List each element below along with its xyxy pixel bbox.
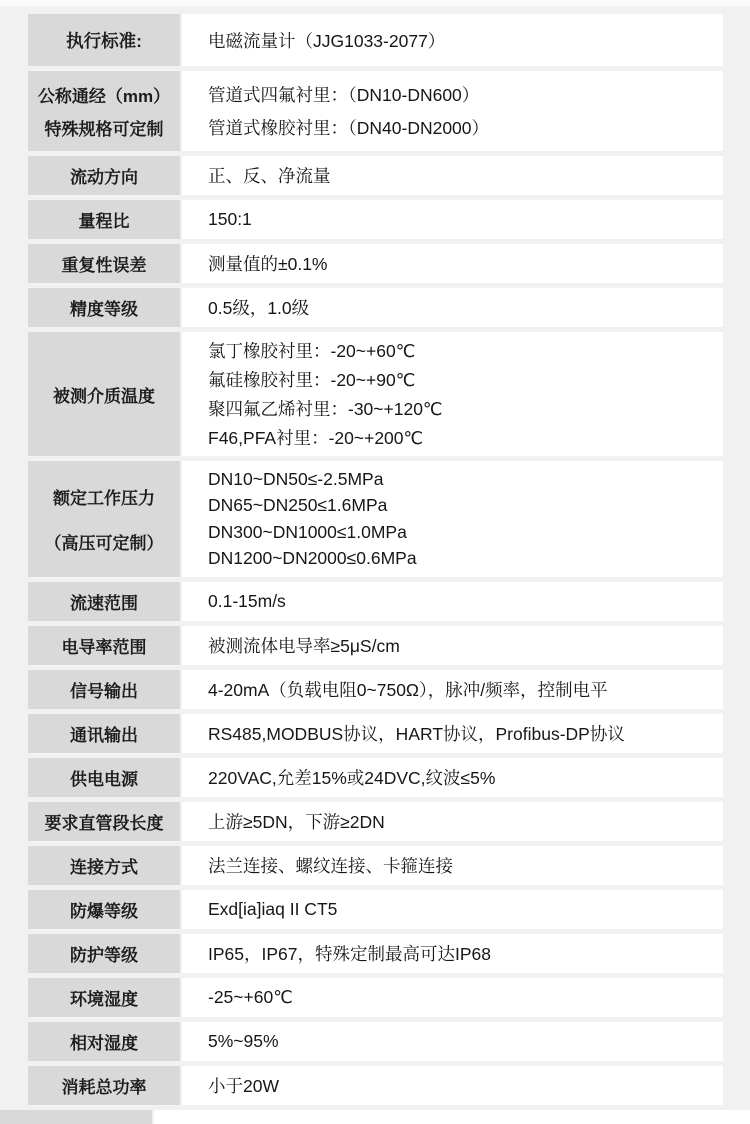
spec-label-text: 通讯输出 [70, 726, 138, 745]
spec-value-text: DN300~DN1000≤1.0MPa [208, 521, 407, 542]
spec-value-text: DN10~DN50≤-2.5MPa [208, 468, 384, 489]
spec-label-cell [28, 626, 180, 665]
spec-value-cell [182, 461, 723, 577]
spec-value-text: 被测流体电导率≥5μS/cm [208, 636, 400, 656]
spec-label-text: 供电电源 [70, 770, 138, 789]
spec-label-text: 信号输出 [70, 682, 138, 701]
spec-label-cell [28, 1022, 180, 1061]
spec-value-cell [182, 934, 723, 973]
spec-row [28, 288, 723, 327]
spec-value-cell [182, 156, 723, 195]
spec-value-text: 220VAC,允差15%或24DVC,纹波≤5% [208, 768, 496, 788]
spec-label-cell [28, 288, 180, 327]
spec-value-text: 电磁流量计（JJG1033-2077） [208, 30, 446, 51]
spec-label-text: 环境湿度 [70, 990, 138, 1009]
spec-label-cell [28, 1066, 180, 1105]
spec-value-text: RS485,MODBUS协议，HART协议，Profibus-DP协议 [208, 724, 625, 744]
spec-row [28, 890, 723, 929]
spec-label-text: 公称通经（mm） [37, 86, 171, 106]
spec-value-text: 法兰连接、螺纹连接、卡箍连接 [208, 856, 453, 876]
spec-value-text: Exd[ia]iaq II CT5 [208, 899, 338, 919]
spec-row [28, 978, 723, 1017]
spec-label-text: 流动方向 [70, 168, 138, 187]
page-top-strip [0, 0, 750, 6]
spec-label-cell [28, 846, 180, 885]
spec-label-text: 特殊规格可定制 [44, 120, 164, 140]
spec-label-cell [28, 714, 180, 753]
spec-value-cell [182, 890, 723, 929]
spec-row [28, 846, 723, 885]
partial-next-row-label [0, 1110, 152, 1124]
spec-row [28, 934, 723, 973]
spec-value-text: 氟硅橡胶衬里：-20~+90℃ [208, 370, 416, 390]
spec-value-text: 测量值的±0.1% [208, 254, 328, 274]
spec-value-cell [182, 288, 723, 327]
spec-label-cell [28, 461, 180, 577]
spec-label-text: 相对湿度 [70, 1034, 138, 1053]
spec-value-text: 上游≥5DN，下游≥2DN [208, 812, 385, 832]
spec-row [28, 14, 723, 66]
spec-label-text: 额定工作压力 [53, 488, 155, 508]
partial-next-row-value [154, 1110, 750, 1124]
spec-label-text: （高压可定制） [44, 534, 164, 554]
spec-value-cell [182, 332, 723, 456]
spec-label-text: 防护等级 [70, 946, 138, 965]
spec-label-text: 执行标准: [66, 30, 142, 51]
spec-row [28, 1022, 723, 1061]
spec-value-cell [182, 14, 723, 66]
spec-value-cell [182, 758, 723, 797]
spec-value-text: IP65，IP67，特殊定制最高可达IP68 [208, 944, 491, 964]
spec-value-text: 0.5级，1.0级 [208, 298, 310, 318]
spec-row [28, 582, 723, 621]
spec-row [28, 156, 723, 195]
spec-value-cell [182, 626, 723, 665]
spec-label-text: 重复性误差 [61, 256, 147, 275]
spec-value-cell [182, 714, 723, 753]
spec-label-text: 要求直管段长度 [44, 814, 164, 833]
spec-value-text: 150:1 [208, 209, 252, 229]
spec-row [28, 461, 723, 577]
spec-label-cell [28, 244, 180, 283]
spec-value-text: 氯丁橡胶衬里：-20~+60℃ [208, 341, 416, 361]
spec-label-cell [28, 200, 180, 239]
spec-label-cell [28, 890, 180, 929]
spec-value-text: 5%~95% [208, 1031, 279, 1051]
spec-value-text: 聚四氟乙烯衬里：-30~+120℃ [208, 399, 443, 419]
spec-value-text: 0.1-15m/s [208, 591, 286, 611]
spec-value-cell [182, 978, 723, 1017]
spec-value-cell [182, 582, 723, 621]
spec-value-text: 管道式四氟衬里：（DN10-DN600） [208, 84, 480, 105]
spec-label-cell [28, 802, 180, 841]
spec-row [28, 626, 723, 665]
spec-row [28, 714, 723, 753]
spec-value-text: DN1200~DN2000≤0.6MPa [208, 548, 417, 569]
spec-value-text: 正、反、净流量 [208, 166, 331, 186]
spec-value-text: 小于20W [208, 1076, 279, 1096]
spec-label-cell [28, 978, 180, 1017]
spec-value-cell [182, 1066, 723, 1105]
spec-value-text: F46,PFA衬里：-20~+200℃ [208, 428, 424, 448]
spec-label-text: 电导率范围 [61, 638, 147, 657]
spec-value-cell [182, 71, 723, 151]
partial-next-row [0, 1110, 750, 1124]
spec-row [28, 200, 723, 239]
spec-label-text: 量程比 [78, 212, 130, 231]
spec-label-text: 防爆等级 [70, 902, 138, 921]
spec-label-cell [28, 332, 180, 456]
spec-label-text: 流速范围 [70, 594, 138, 613]
spec-label-cell [28, 71, 180, 151]
spec-label-text: 精度等级 [70, 300, 138, 319]
spec-label-text: 被测介质温度 [53, 386, 155, 406]
spec-row [28, 802, 723, 841]
spec-value-text: 4-20mA（负载电阻0~750Ω），脉冲/频率，控制电平 [208, 680, 608, 700]
spec-value-cell [182, 1022, 723, 1061]
spec-value-cell [182, 244, 723, 283]
spec-value-text: -25~+60℃ [208, 987, 293, 1007]
spec-row [28, 244, 723, 283]
spec-row [28, 332, 723, 456]
spec-value-text: 管道式橡胶衬里：（DN40-DN2000） [208, 118, 490, 139]
spec-value-cell [182, 846, 723, 885]
spec-label-cell [28, 14, 180, 66]
spec-label-cell [28, 582, 180, 621]
spec-value-cell [182, 802, 723, 841]
spec-table [28, 14, 723, 1105]
spec-label-cell [28, 934, 180, 973]
spec-row [28, 71, 723, 151]
spec-row [28, 1066, 723, 1105]
spec-value-cell [182, 670, 723, 709]
spec-value-cell [182, 200, 723, 239]
spec-row [28, 758, 723, 797]
spec-label-cell [28, 758, 180, 797]
spec-value-text: DN65~DN250≤1.6MPa [208, 495, 388, 516]
spec-label-text: 连接方式 [70, 858, 138, 877]
spec-label-text: 消耗总功率 [61, 1078, 147, 1097]
spec-label-cell [28, 670, 180, 709]
spec-row [28, 670, 723, 709]
spec-label-cell [28, 156, 180, 195]
